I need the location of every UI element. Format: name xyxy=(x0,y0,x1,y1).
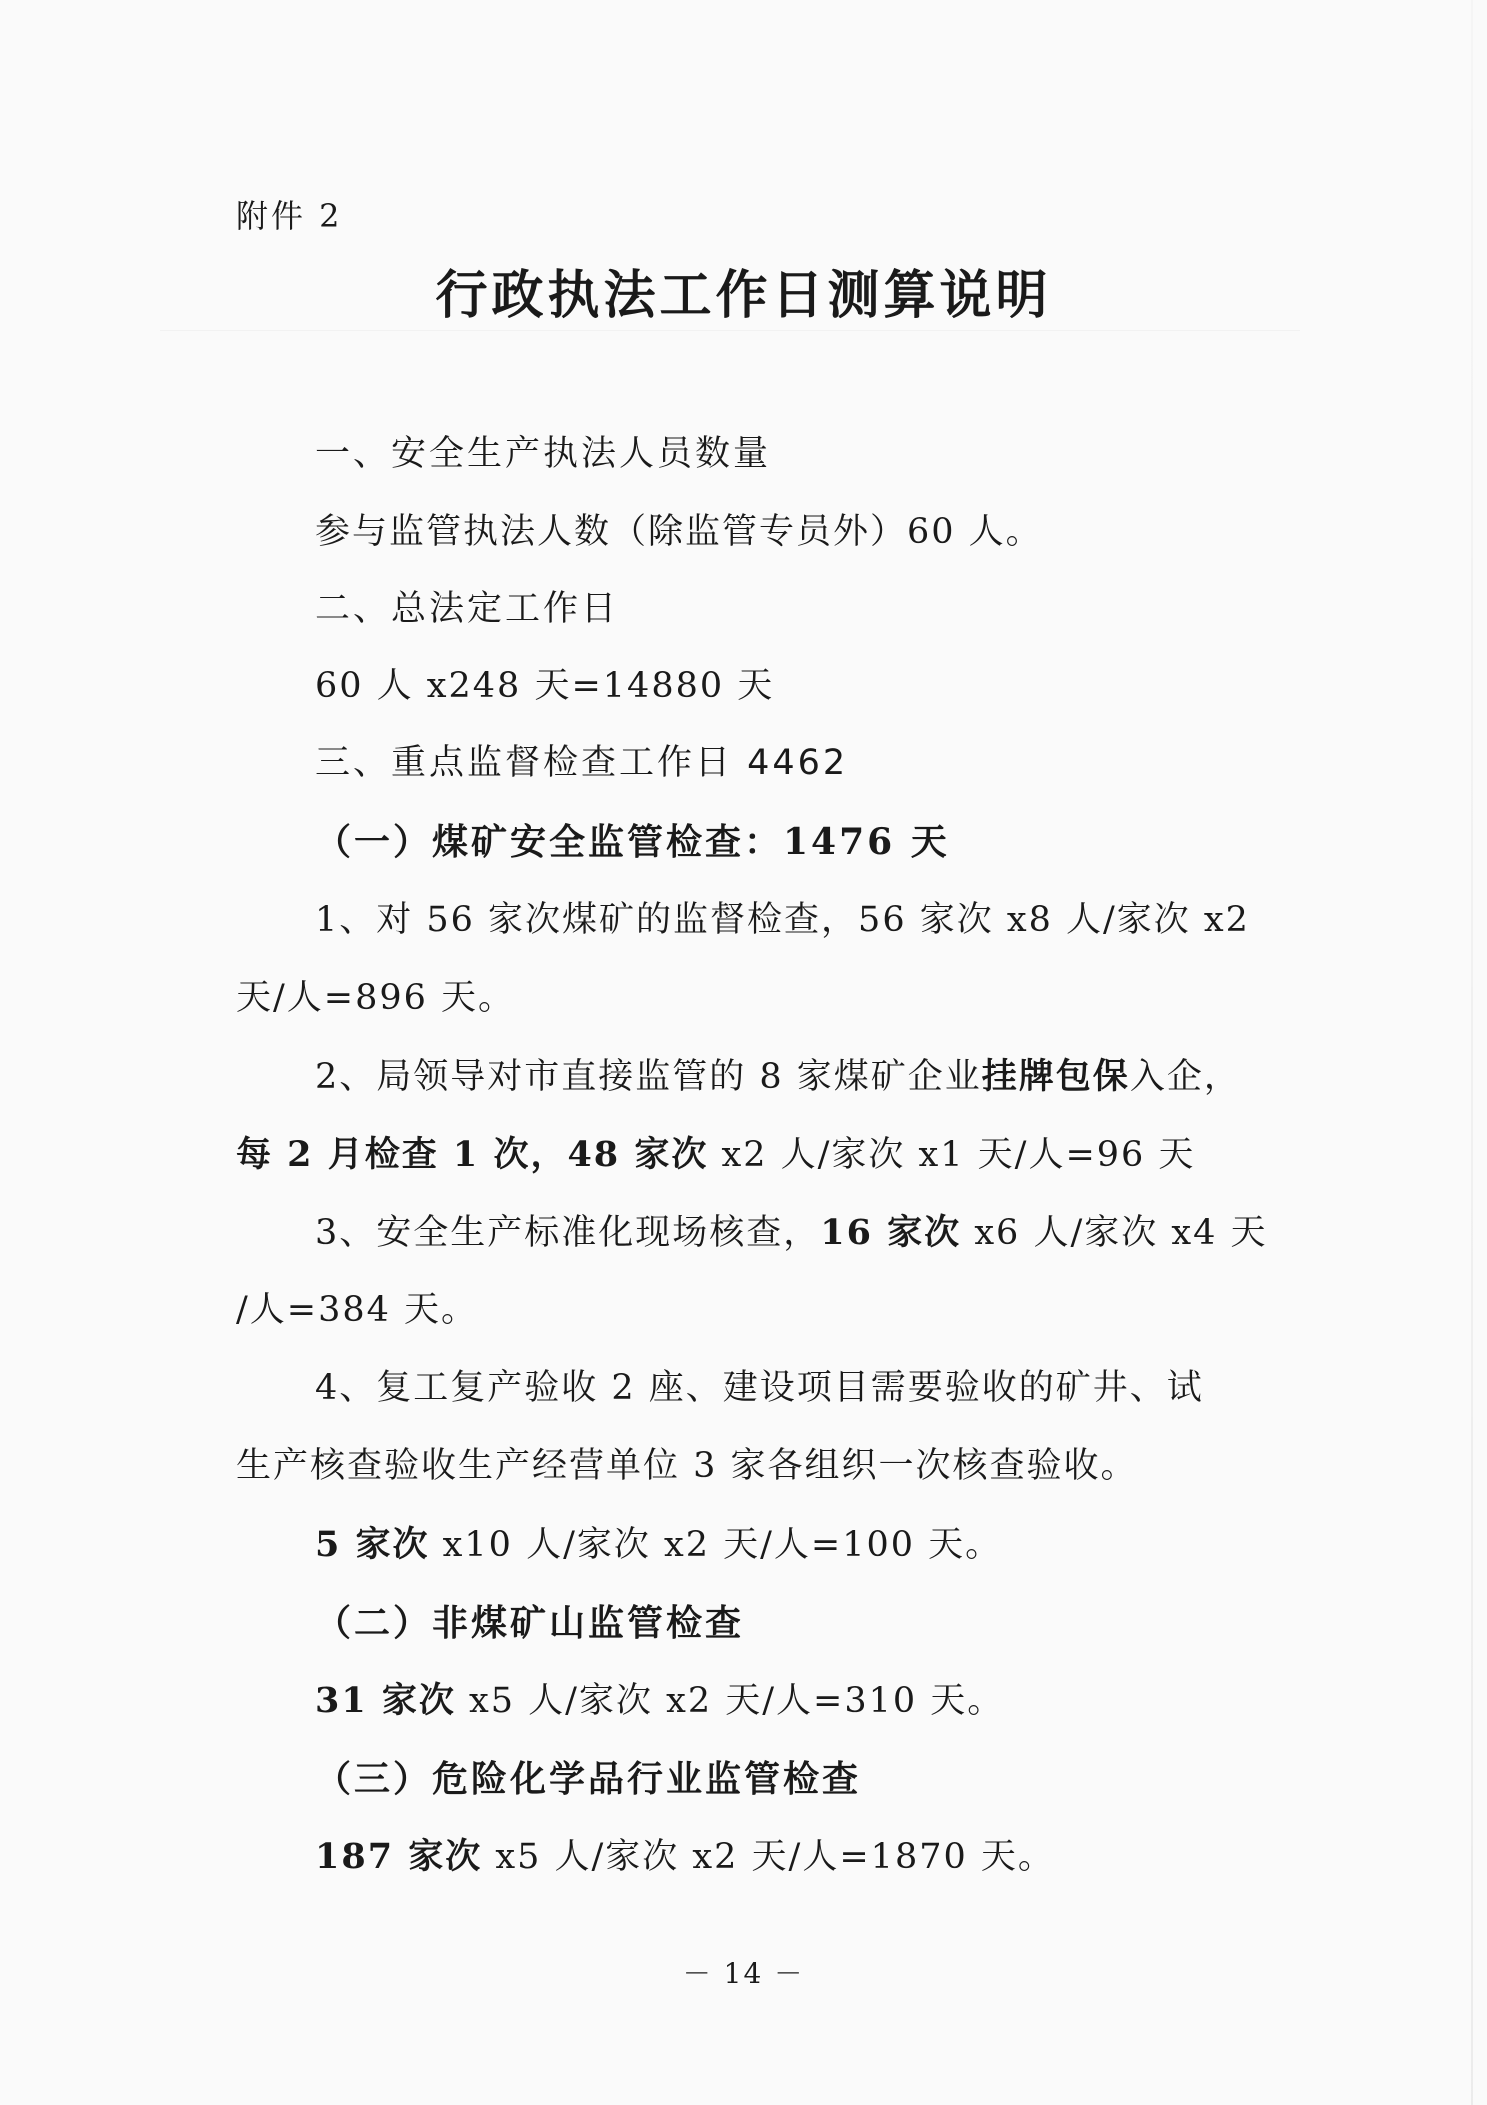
subsection-2-heading: （二）非煤矿山监管检查 xyxy=(315,1602,745,1644)
item-1-line-1: 1、对 56 家次煤矿的监督检查，56 家次 x8 人/家次 x2 xyxy=(315,900,1250,940)
scan-ghost-line xyxy=(160,330,1300,331)
subsection-3-body xyxy=(315,1836,1055,1877)
item-3-line-1-part-a: 3、安全生产标准化现场核查， xyxy=(315,1213,821,1253)
page-number: － 14 － xyxy=(682,1957,805,1990)
subsection-2-emphasis-count: 31 家次 xyxy=(315,1680,456,1721)
section-2-body: 60 人 x248 天=14880 天 xyxy=(315,666,775,706)
section-1-body: 参与监管执法人数（除监管专员外）60 人。 xyxy=(315,512,1043,552)
item-4-emphasis-count: 5 家次 xyxy=(315,1524,430,1565)
item-2-emphasis-guarantee: 挂牌包保 xyxy=(981,1056,1130,1097)
item-3-line-1 xyxy=(315,1212,1268,1253)
item-2-line-1-part-c: 入企， xyxy=(1129,1057,1241,1097)
item-3-line-2: /人=384 天。 xyxy=(236,1290,479,1330)
section-2-heading: 二、总法定工作日 xyxy=(315,589,620,629)
subsection-2-body xyxy=(315,1680,1005,1721)
subsection-3-body-rest: x5 人/家次 x2 天/人=1870 天。 xyxy=(482,1837,1055,1877)
section-3-heading: 三、重点监督检查工作日 4462 xyxy=(315,743,849,783)
section-1-heading: 一、安全生产执法人员数量 xyxy=(315,434,772,474)
item-3-line-1-part-c: x6 人/家次 x4 天 xyxy=(961,1213,1268,1253)
document-title: 行政执法工作日测算说明 xyxy=(435,265,1052,326)
item-4-line-3 xyxy=(315,1524,1003,1565)
attachment-label: 附件 2 xyxy=(236,197,343,235)
item-4-line-1: 4、复工复产验收 2 座、建设项目需要验收的矿井、试 xyxy=(315,1368,1204,1408)
item-1-line-2: 天/人=896 天。 xyxy=(236,978,516,1018)
item-2-line-2 xyxy=(236,1134,1196,1175)
item-2-line-1 xyxy=(315,1056,1241,1097)
item-2-line-1-part-a: 2、局领导对市直接监管的 8 家煤矿企业 xyxy=(315,1057,982,1097)
subsection-3-emphasis-count: 187 家次 xyxy=(315,1836,483,1877)
item-2-emphasis-frequency: 每 2 月检查 1 次，48 家次 xyxy=(236,1134,709,1175)
subsection-3-heading: （三）危险化学品行业监管检查 xyxy=(315,1758,862,1800)
subsection-1-heading: （一）煤矿安全监管检查：1476 天 xyxy=(315,821,950,863)
item-2-line-2-part-b: x2 人/家次 x1 天/人=96 天 xyxy=(708,1135,1196,1175)
item-4-line-2: 生产核查验收生产经营单位 3 家各组织一次核查验收。 xyxy=(236,1446,1138,1486)
item-3-emphasis-count: 16 家次 xyxy=(820,1212,962,1253)
subsection-2-body-rest: x5 人/家次 x2 天/人=310 天。 xyxy=(455,1681,1005,1721)
item-4-line-3-part-b: x10 人/家次 x2 天/人=100 天。 xyxy=(429,1525,1003,1565)
